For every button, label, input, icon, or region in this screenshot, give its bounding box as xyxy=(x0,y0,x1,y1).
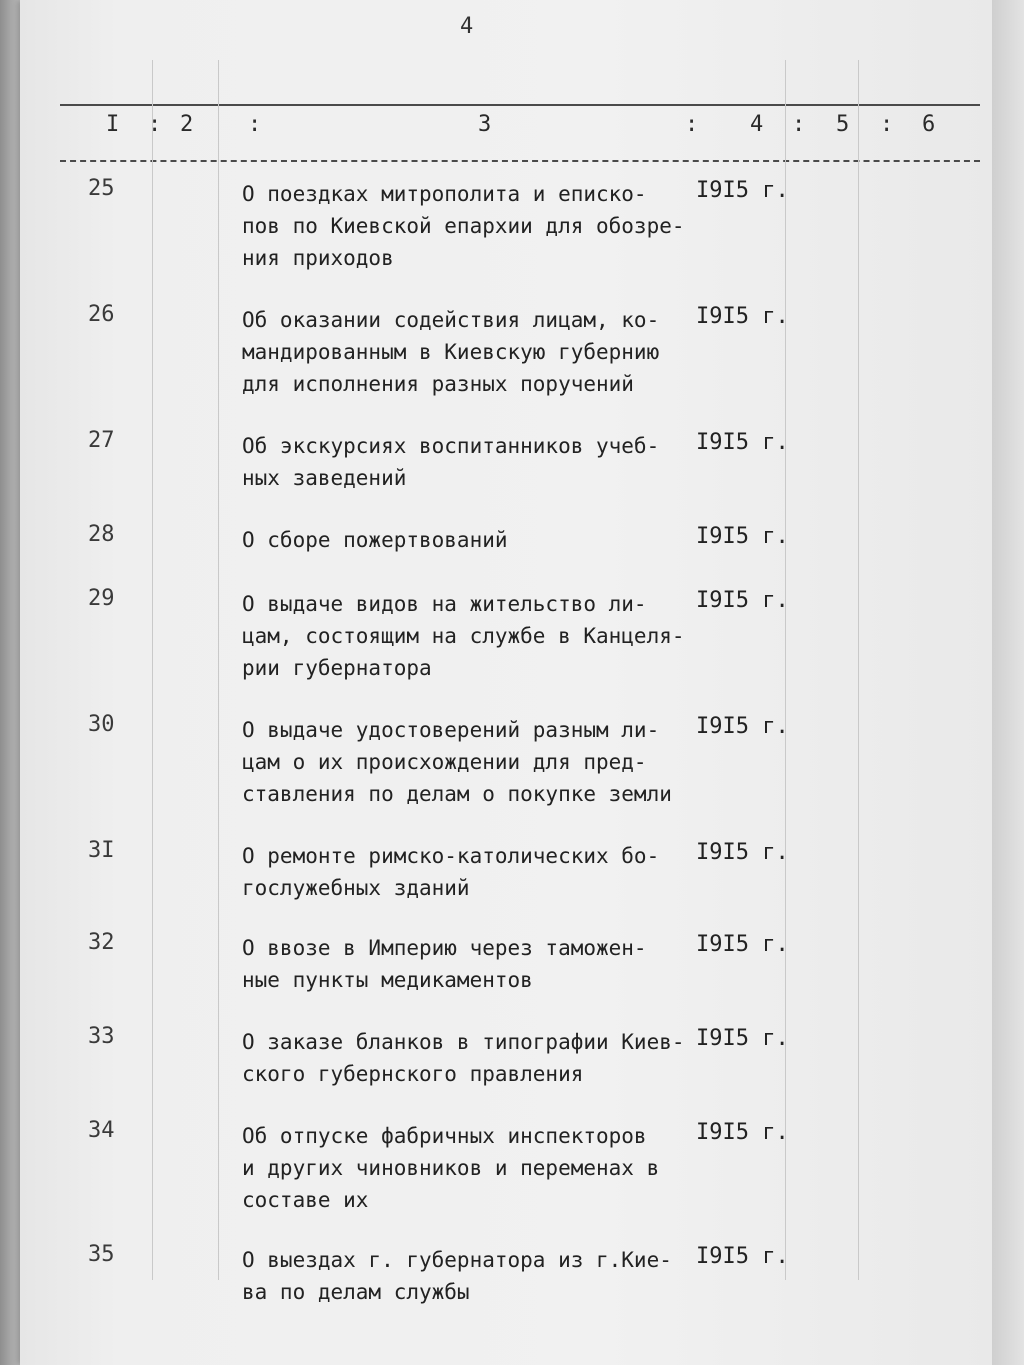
row-year: I9I5 г. xyxy=(696,178,789,203)
row-title: О выдаче удостоверений разным ли- цам о их происхождении для пред- ставления по делам о покупке земли xyxy=(242,718,672,806)
row-title: О поездках митрополита и еписко- пов по Киевской епархии для обозре- ния приходов xyxy=(242,182,685,270)
row-number: 32 xyxy=(88,930,115,955)
column-separator: : xyxy=(792,112,806,137)
column-divider xyxy=(152,60,153,1280)
column-divider xyxy=(218,60,219,1280)
page-number: 4 xyxy=(460,14,474,39)
row-number: 33 xyxy=(88,1024,115,1049)
row-title: Об экскурсиях воспитанников учеб- ных заведений xyxy=(242,434,660,490)
row-year: I9I5 г. xyxy=(696,588,789,613)
row-number: 30 xyxy=(88,712,115,737)
row-number: 28 xyxy=(88,522,115,547)
row-number: 27 xyxy=(88,428,115,453)
binding-edge xyxy=(0,0,20,1365)
next-page-edge xyxy=(992,0,1024,1365)
column-divider xyxy=(858,60,859,1280)
column-number: I xyxy=(106,112,120,137)
row-year: I9I5 г. xyxy=(696,932,789,957)
row-number: 34 xyxy=(88,1118,115,1143)
row-title: О ввозе в Империю через таможен- ные пункты медикаментов xyxy=(242,936,647,992)
row-year: I9I5 г. xyxy=(696,840,789,865)
column-separator: : xyxy=(248,112,262,137)
row-number: 26 xyxy=(88,302,115,327)
row-year: I9I5 г. xyxy=(696,304,789,329)
row-number: 29 xyxy=(88,586,115,611)
column-divider xyxy=(785,60,786,1280)
row-year: I9I5 г. xyxy=(696,430,789,455)
row-year: I9I5 г. xyxy=(696,1120,789,1145)
row-title: О ремонте римско-католических бо- гослужебных зданий xyxy=(242,844,660,900)
column-number: 5 xyxy=(836,112,850,137)
row-year: I9I5 г. xyxy=(696,714,789,739)
column-number: 6 xyxy=(922,112,936,137)
row-title: Об оказании содействия лицам, ко- мандированным в Киевскую губернию для исполнения разных поручений xyxy=(242,308,660,396)
row-title: О заказе бланков в типографии Киев- ского губернского правления xyxy=(242,1030,685,1086)
row-title: О выдаче видов на жительство ли- цам, состоящим на службе в Канцеля- рии губернатора xyxy=(242,592,685,680)
row-number: 3I xyxy=(88,838,115,863)
row-title: О сборе пожертвований xyxy=(242,528,508,552)
row-year: I9I5 г. xyxy=(696,1026,789,1051)
column-number-header xyxy=(80,112,990,148)
row-year: I9I5 г. xyxy=(696,1244,789,1269)
column-separator: : xyxy=(880,112,894,137)
row-year: I9I5 г. xyxy=(696,524,789,549)
column-separator: : xyxy=(685,112,699,137)
row-title: О выездах г. губернатора из г.Кие- ва по делам службы xyxy=(242,1248,672,1304)
row-number: 35 xyxy=(88,1242,115,1267)
row-number: 25 xyxy=(88,176,115,201)
column-number: 2 xyxy=(180,112,194,137)
column-number: 3 xyxy=(478,112,492,137)
row-title: Об отпуске фабричных инспекторов и других чиновников и переменах в составе их xyxy=(242,1124,660,1212)
document-page xyxy=(20,0,992,1365)
column-number: 4 xyxy=(750,112,764,137)
column-separator: : xyxy=(148,112,162,137)
header-rule-top xyxy=(60,104,980,106)
header-rule-bottom xyxy=(60,160,980,162)
